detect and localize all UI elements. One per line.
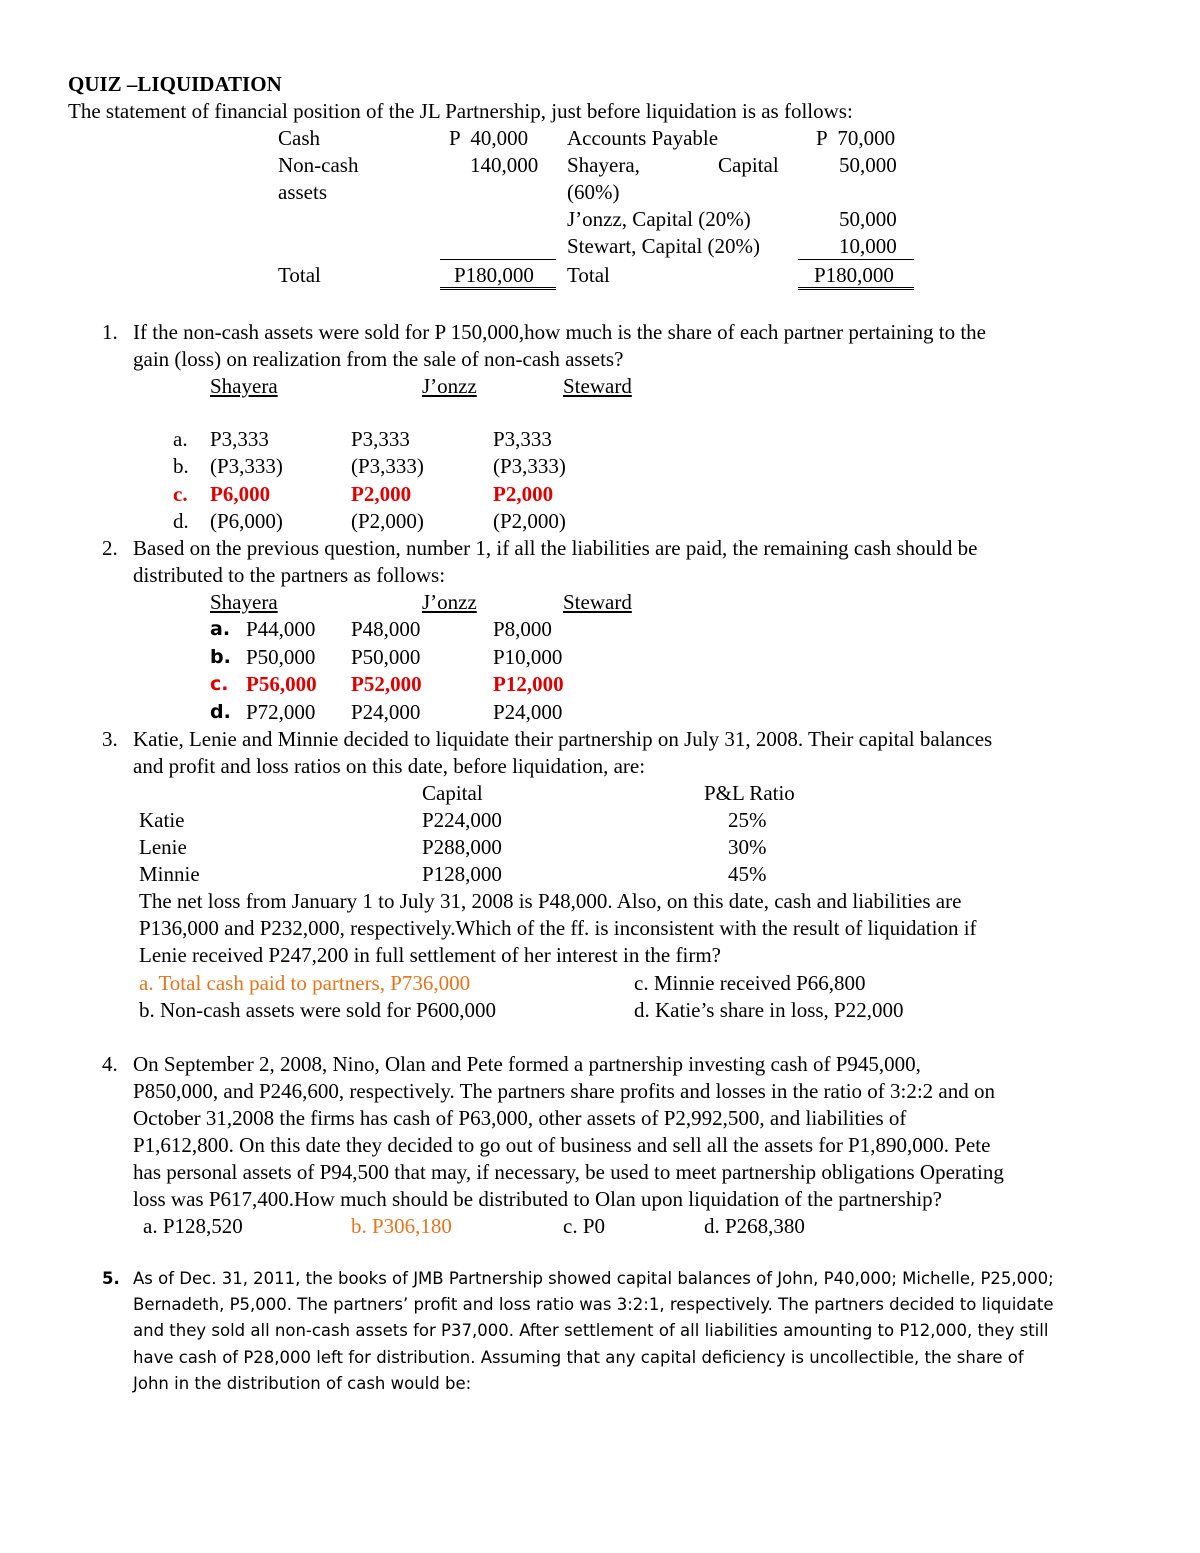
column-header: J’onzz: [422, 590, 477, 614]
option-value: P6,000: [210, 482, 271, 506]
capital-header: Capital: [422, 781, 483, 805]
stewart-capital-label: Stewart, Capital (20%): [567, 234, 761, 258]
total-equity-label: Total: [567, 263, 610, 287]
partner-ratio: 30%: [728, 835, 767, 859]
ap-label: Accounts Payable: [567, 126, 719, 150]
question-text: gain (loss) on realization from the sale of non-cash assets?: [133, 347, 624, 371]
option-value: P12,000: [493, 672, 564, 696]
partner-name: Katie: [139, 808, 185, 832]
partner-capital: P224,000: [422, 808, 502, 832]
question-number: 5.: [102, 1269, 120, 1288]
column-header: Steward: [563, 590, 632, 614]
total-equity-value: P180,000: [814, 263, 894, 287]
column-header: J’onzz: [422, 374, 477, 398]
option-a: a. P128,520: [143, 1214, 243, 1238]
option-value: (P2,000): [493, 509, 566, 533]
option-value: P52,000: [351, 672, 422, 696]
option-value: (P3,333): [493, 454, 566, 478]
shayera-capital-label: Shayera,: [567, 153, 640, 177]
question-text: October 31,2008 the firms has cash of P63,000, other assets of P2,992,500, and liabilities of: [133, 1106, 907, 1130]
partner-name: Minnie: [139, 862, 200, 886]
question-text: Bernadeth, P5,000. The partners’ profit and loss ratio was 3:2:1, respectively. The partners decided to liquidate: [133, 1295, 1054, 1314]
option-value: P3,333: [351, 427, 410, 451]
option-letter: c.: [210, 673, 229, 695]
option-c: c. Minnie received P66,800: [634, 971, 866, 995]
question-number: 3.: [102, 727, 118, 751]
shayera-capital-value: 50,000: [839, 153, 897, 177]
ratio-header: P&L Ratio: [704, 781, 795, 805]
total-assets-label: Total: [278, 263, 321, 287]
column-header: Shayera: [210, 374, 278, 398]
question-text: Based on the previous question, number 1, if all the liabilities are paid, the remaining cash should be: [133, 536, 978, 560]
noncash-label-2: assets: [278, 180, 327, 204]
column-header: Shayera: [210, 590, 278, 614]
option-letter: d.: [173, 509, 189, 533]
question-text: P136,000 and P232,000, respectively.Which of the ff. is inconsistent with the result of liquidation if: [139, 916, 977, 940]
option-letter: b.: [173, 454, 189, 478]
option-value: (P3,333): [210, 454, 283, 478]
option-value: P3,333: [210, 427, 269, 451]
cash-value: P 40,000: [449, 126, 529, 150]
option-letter: a.: [173, 427, 188, 451]
assets-double-rule: [440, 287, 556, 290]
cash-label: Cash: [278, 126, 320, 150]
question-text: John in the distribution of cash would be:: [133, 1374, 472, 1393]
jonzz-capital-value: 50,000: [839, 207, 897, 231]
noncash-label: Non-cash: [278, 153, 359, 177]
option-d: d. P268,380: [704, 1214, 805, 1238]
equity-rule: [798, 259, 914, 260]
option-value: P50,000: [246, 645, 316, 669]
option-value: (P6,000): [210, 509, 283, 533]
assets-rule: [440, 259, 556, 260]
question-number: 4.: [102, 1052, 118, 1076]
option-value: P56,000: [246, 672, 317, 696]
question-text: have cash of P28,000 left for distribution. Assuming that any capital deficiency is uncollectible, the share of: [133, 1348, 1024, 1367]
shayera-ratio-label: (60%): [567, 180, 620, 204]
page-title: QUIZ –LIQUIDATION: [68, 72, 282, 96]
question-number: 1.: [102, 320, 118, 344]
option-value: P2,000: [493, 482, 554, 506]
question-text: loss was P617,400.How much should be distributed to Olan upon liquidation of the partnership?: [133, 1187, 942, 1211]
option-value: P10,000: [493, 645, 563, 669]
question-text: has personal assets of P94,500 that may, if necessary, be used to meet partnership obligations Operating: [133, 1160, 1004, 1184]
question-text: and they sold all non-cash assets for P37,000. After settlement of all liabilities amounting to P12,000, they still: [133, 1321, 1049, 1340]
partner-ratio: 45%: [728, 862, 767, 886]
question-text: and profit and loss ratios on this date, before liquidation, are:: [133, 754, 646, 778]
option-value: P8,000: [493, 617, 552, 641]
question-text: distributed to the partners as follows:: [133, 563, 446, 587]
ap-value: P 70,000: [816, 126, 896, 150]
option-value: P3,333: [493, 427, 552, 451]
option-value: (P3,333): [351, 454, 424, 478]
option-value: (P2,000): [351, 509, 424, 533]
option-value: P48,000: [351, 617, 421, 641]
partner-ratio: 25%: [728, 808, 767, 832]
partner-capital: P288,000: [422, 835, 502, 859]
question-text: Katie, Lenie and Minnie decided to liquidate their partnership on July 31, 2008. Their capital balances: [133, 727, 993, 751]
option-c: c. P0: [563, 1214, 605, 1238]
noncash-value: 140,000: [470, 153, 539, 177]
question-text: The net loss from January 1 to July 31, 2008 is P48,000. Also, on this date, cash and liabilities are: [139, 889, 962, 913]
option-letter: b.: [210, 646, 231, 668]
equity-double-rule: [798, 287, 914, 290]
question-text: As of Dec. 31, 2011, the books of JMB Partnership showed capital balances of John, P40,000; Michelle, P25,000;: [133, 1269, 1054, 1288]
option-a-correct: a. Total cash paid to partners, P736,000: [139, 971, 471, 995]
stewart-capital-value: 10,000: [839, 234, 897, 258]
option-value: P72,000: [246, 700, 316, 724]
option-value: P50,000: [351, 645, 421, 669]
option-value: P2,000: [351, 482, 412, 506]
question-text: P1,612,800. On this date they decided to go out of business and sell all the assets for P1,890,000. Pete: [133, 1133, 991, 1157]
option-letter: d.: [210, 701, 231, 723]
question-text: P850,000, and P246,600, respectively. The partners share profits and losses in the ratio of 3:2:2 and on: [133, 1079, 996, 1103]
option-d: d. Katie’s share in loss, P22,000: [634, 998, 904, 1022]
question-number: 2.: [102, 536, 118, 560]
option-value: P44,000: [246, 617, 316, 641]
question-text: Lenie received P247,200 in full settlement of her interest in the firm?: [139, 943, 721, 967]
column-header: Steward: [563, 374, 632, 398]
question-text: On September 2, 2008, Nino, Olan and Pete formed a partnership investing cash of P945,000,: [133, 1052, 921, 1076]
partner-capital: P128,000: [422, 862, 502, 886]
question-text: If the non-cash assets were sold for P 150,000,how much is the share of each partner pertaining to the: [133, 320, 986, 344]
partner-name: Lenie: [139, 835, 187, 859]
option-b: b. Non-cash assets were sold for P600,000: [139, 998, 496, 1022]
option-value: P24,000: [493, 700, 563, 724]
intro-text: The statement of financial position of the JL Partnership, just before liquidation is as follows:: [68, 99, 853, 123]
option-value: P24,000: [351, 700, 421, 724]
option-letter: c.: [173, 482, 188, 506]
total-assets-value: P180,000: [454, 263, 534, 287]
jonzz-capital-label: J’onzz, Capital (20%): [567, 207, 751, 231]
option-b-correct: b. P306,180: [351, 1214, 452, 1238]
shayera-capital-word: Capital: [718, 153, 779, 177]
option-letter: a.: [210, 618, 231, 640]
